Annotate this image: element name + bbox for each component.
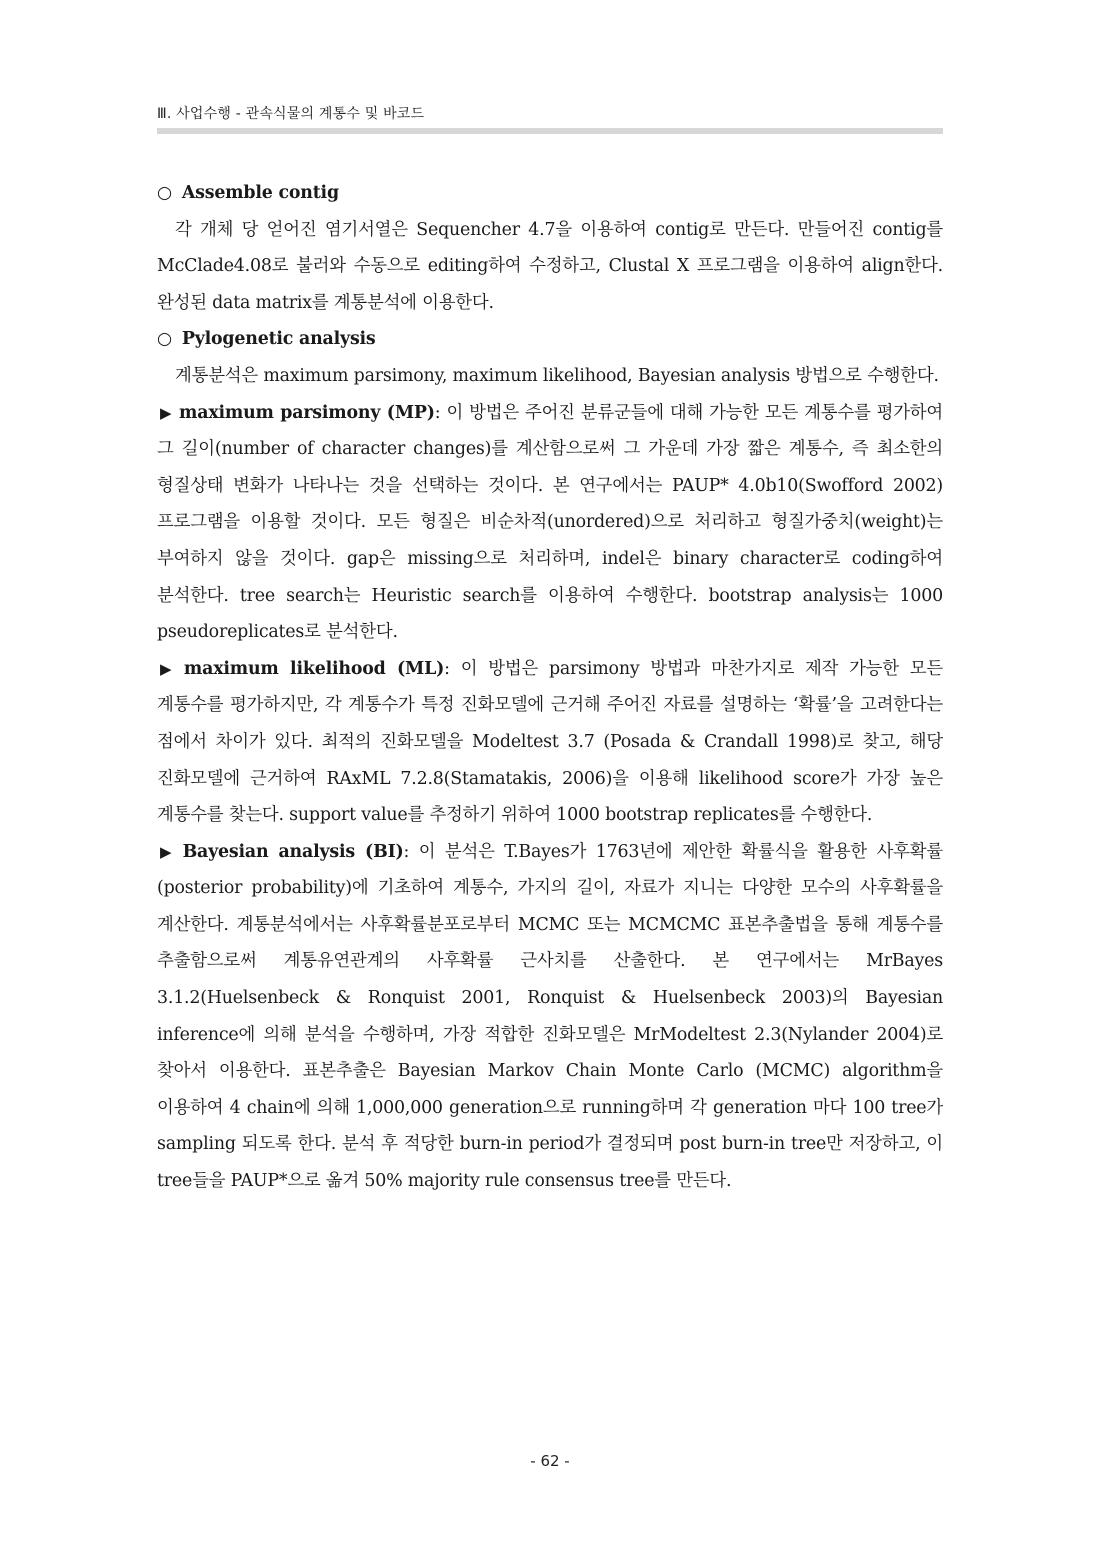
circle-bullet-icon: ○: [157, 183, 172, 203]
method-text-bi: : 이 분석은 T.Bayes가 1763년에 제안한 확률식을 활용한 사후확률(posterior probability)에 기초하여 계통수, 가지의 길이, 자료가 지니는 다양한 모수의 사후확률을 계산한다. 계통분석에서는 사후확률분포로부터 MCMC 또는 MCMCMC 표본추출법을 통해 계통수를 추출함으로써 계통유연관계의 사후확률 근사치를 산출한다. 본 연구에서는 MrBayes 3.1.2(Huelsenbeck & Ronquist 2001, Ronquist & Huelsenbeck 2003)의 Bayesian inference에 의해 분석을 수행하며, 가장 적합한 진화모델은 MrModeltest 2.3(Nylander 2004)로 찾아서 이용한다. 표본추출은 Bayesian Markov Chain Monte Carlo (MCMC) algorithm을 이용하여 4 chain에 의해 1,000,000 generation으로 running하며 각 generation 마다 100 tree가 sampling 되도록 한다. 분석 후 적당한 burn-in period가 결정되며 post burn-in tree만 저장하고, 이 tree들을 PAUP*으로 옮겨 50% majority rule consensus tree를 만든다.: [157, 841, 943, 1192]
header-rule: [157, 128, 943, 134]
section-heading-text: Pylogenetic analysis: [181, 329, 376, 350]
section-heading-text: Assemble contig: [181, 183, 339, 203]
running-header: Ⅲ. 사업수행 - 관속식물의 계통수 및 바코드: [157, 106, 425, 122]
paragraph-phylogenetic-analysis: 계통분석은 maximum parsimony, maximum likelihood, Bayesian analysis 방법으로 수행한다.: [175, 365, 939, 386]
page-content: [157, 175, 943, 1200]
triangle-bullet-icon: ▶: [160, 842, 176, 861]
method-text-mp: : 이 방법은 주어진 분류군들에 대해 가능한 모든 계통수를 평가하여 그 길이(number of character changes)를 계산함으로써 그 가운데 가장 짧은 계통수, 즉 최소한의 형질상태 변화가 나타나는 것을 선택하는 것이다. 본 연구에서는 PAUP* 4.0b10(Swofford 2002) 프로그램을 이용할 것이다. 모든 형질은 비순차적(unordered)으로 처리하고 형질가중치(weight)는 부여하지 않을 것이다. gap은 missing으로 처리하며, indel은 binary character로 coding하여 분석한다. tree search는 Heuristic search를 이용하여 수행한다. bootstrap analysis는 1000 pseudoreplicates로 분석한다.: [157, 402, 943, 643]
method-label-ml: maximum likelihood (ML): [183, 658, 445, 679]
method-paragraph-mp: [157, 395, 943, 651]
triangle-bullet-icon: ▶: [160, 659, 177, 678]
method-paragraph-ml: [157, 651, 943, 834]
section-heading-assemble-contig: [157, 175, 943, 212]
triangle-bullet-icon: ▶: [160, 403, 173, 422]
method-label-mp: maximum parsimony (MP): [179, 402, 435, 423]
circle-bullet-icon: ○: [157, 329, 172, 350]
page-number: - 62 -: [530, 1452, 570, 1470]
paragraph-assemble-contig: 각 개체 당 얻어진 염기서열은 Sequencher 4.7을 이용하여 contig로 만든다. 만들어진 contig를 McClade4.08로 불러와 수동으로 editing하여 수정하고, Clustal X 프로그램을 이용하여 align한다. 완성된 data matrix를 계통분석에 이용한다.: [157, 219, 943, 313]
method-text-ml: : 이 방법은 parsimony 방법과 마찬가지로 제작 가능한 모든 계통수를 평가하지만, 각 계통수가 특정 진화모델에 근거해 주어진 자료를 설명하는 ‘확률’을 고려한다는 점에서 차이가 있다. 최적의 진화모델을 Modeltest 3.7 (Posada & Crandall 1998)로 찾고, 해당 진화모델에 근거하여 RAxML 7.2.8(Stamatakis, 2006)을 이용해 likelihood score가 가장 높은 계통수를 찾는다. support value를 추정하기 위하여 1000 bootstrap replicates를 수행한다.: [157, 658, 943, 826]
method-paragraph-bi: [157, 834, 943, 1200]
section-heading-phylogenetic-analysis: [157, 321, 943, 358]
method-label-bi: Bayesian analysis (BI): [182, 841, 404, 862]
